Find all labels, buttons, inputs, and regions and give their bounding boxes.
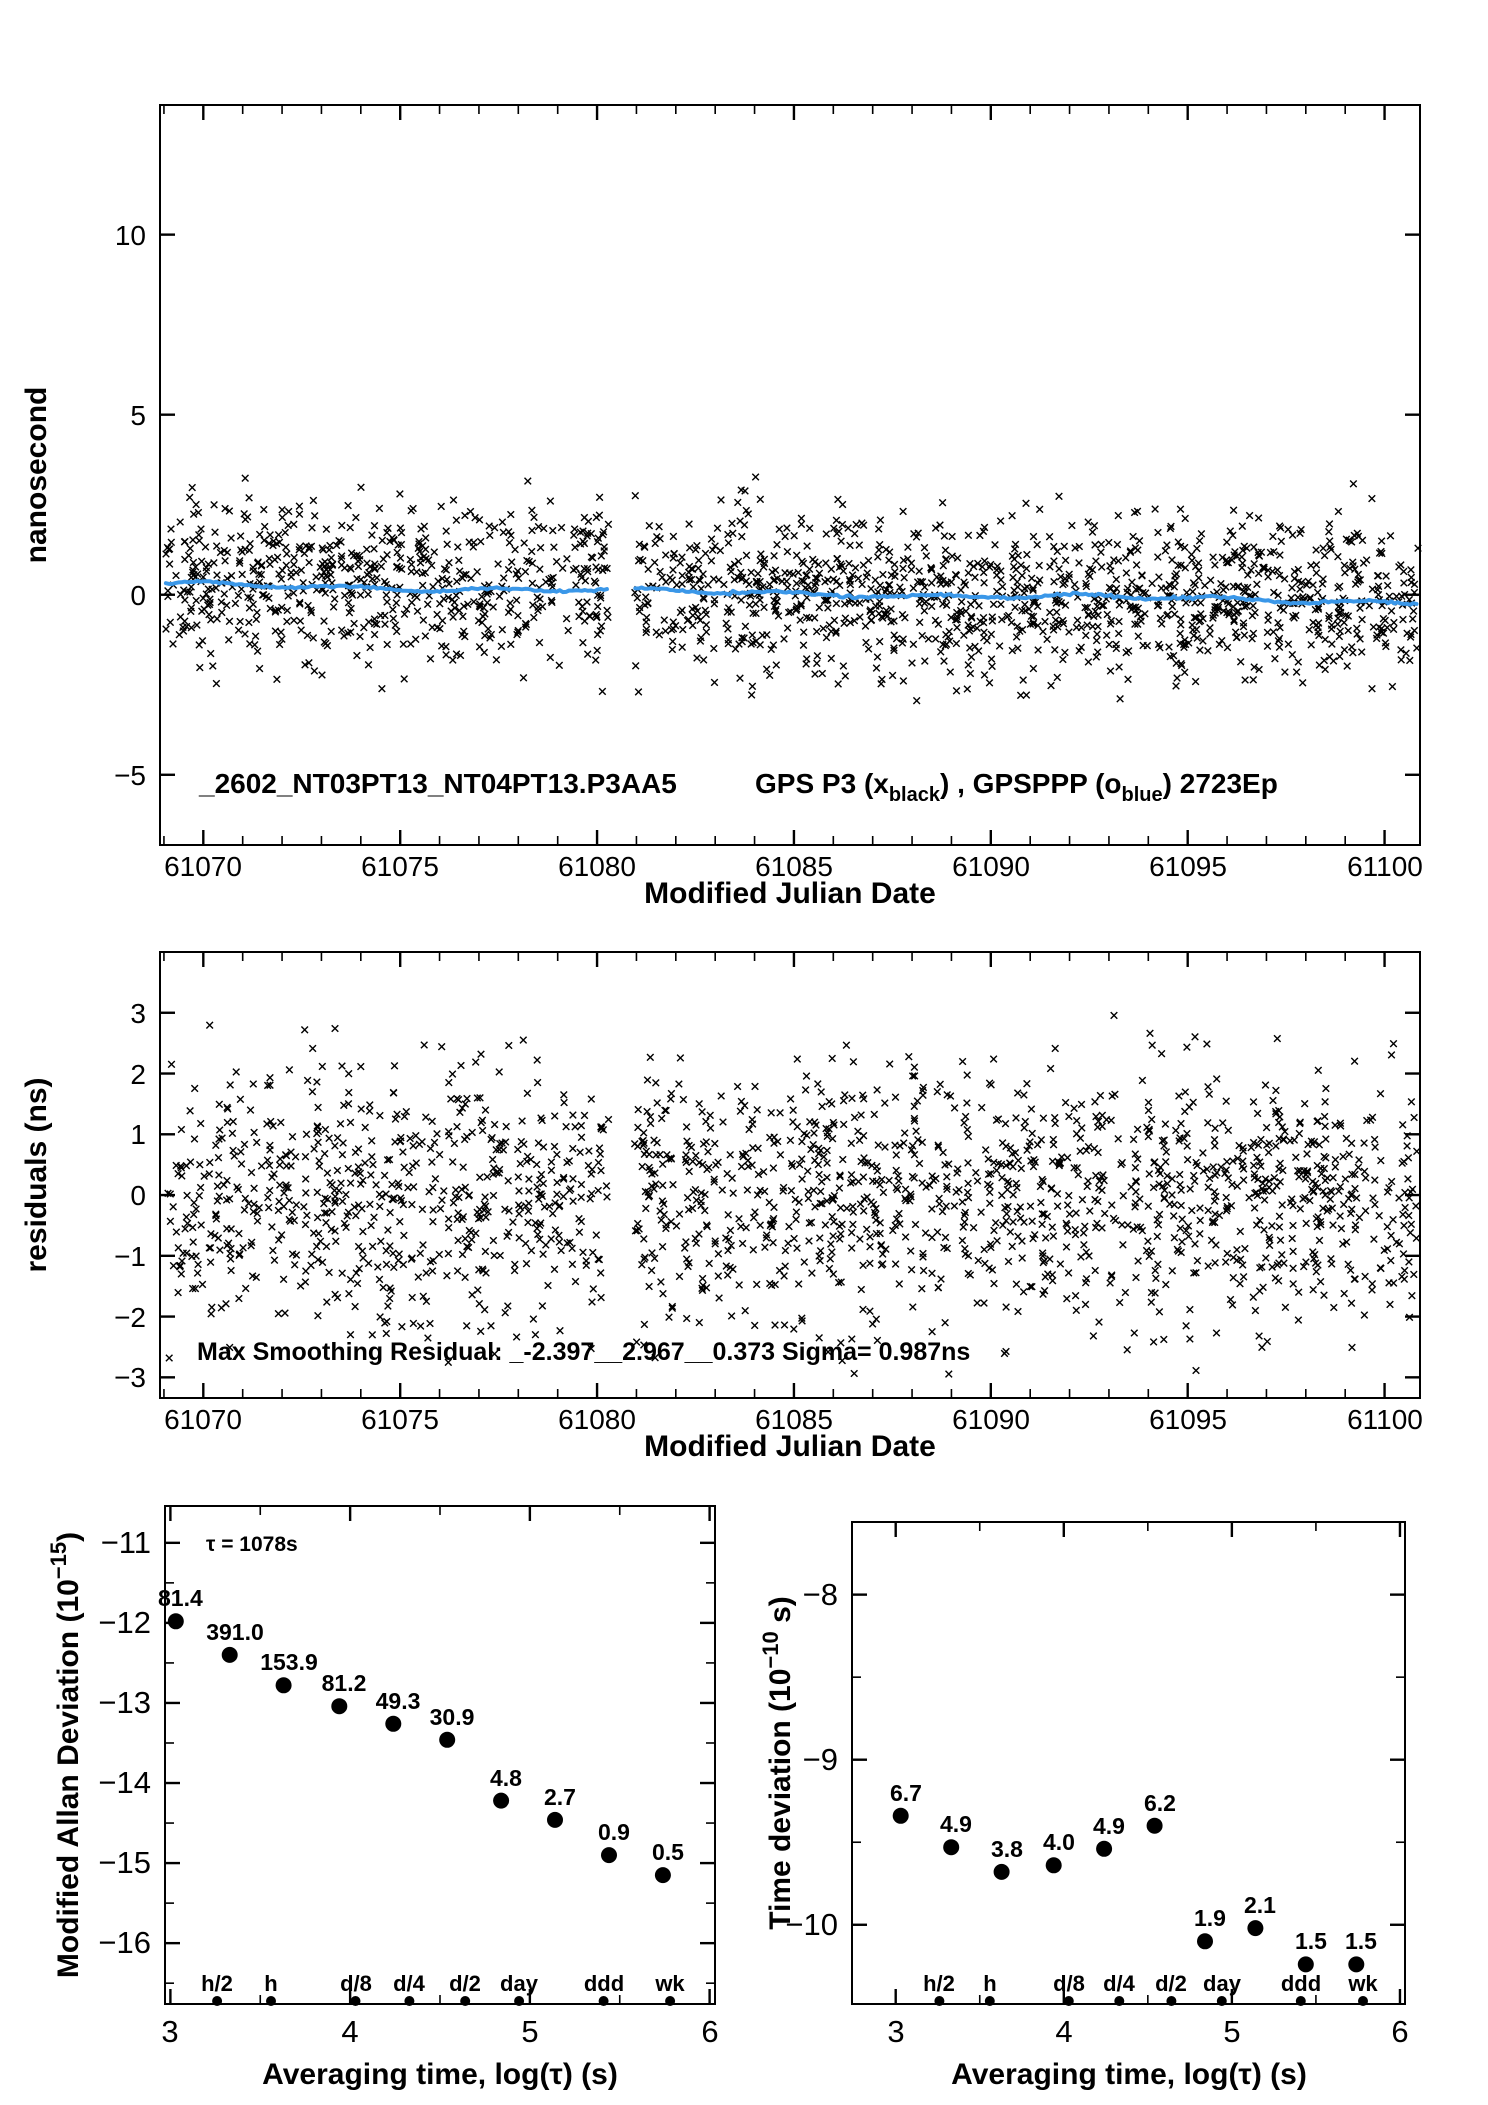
residuals-scatter-points	[165, 1012, 1420, 1377]
mdev-point-label: 391.0	[206, 1619, 264, 1645]
tau-marker-dot	[1064, 1996, 1074, 2006]
x-tick-label: 61080	[558, 1404, 636, 1435]
tdev-point	[1348, 1956, 1364, 1972]
x-tick-label: 61085	[755, 1404, 833, 1435]
tau-marker-label: ddd	[583, 1971, 625, 1996]
tau-note: τ = 1078s	[206, 1533, 298, 1556]
x-tick-label: 3	[887, 2014, 905, 2049]
x-tick-label: 61075	[361, 1404, 439, 1435]
tau-marker-label: d/2	[449, 1971, 481, 1996]
tau-marker-label: day	[1203, 1971, 1241, 1996]
y-tick-label: −15	[98, 1845, 151, 1880]
mdev-point-label: 153.9	[260, 1649, 318, 1675]
mdev-point	[385, 1716, 401, 1732]
tau-marker-dot	[404, 1996, 414, 2006]
mdev-point	[547, 1812, 563, 1828]
panel-phase	[20, 105, 1423, 910]
mdev-point-label: 0.5	[652, 1839, 684, 1865]
tau-marker-dot	[1358, 1996, 1368, 2006]
tau-marker-label: h/2	[923, 1971, 955, 1996]
tdev-point-label: 4.9	[940, 1811, 972, 1837]
tau-marker-dot	[351, 1996, 361, 2006]
y-tick-label: −13	[98, 1685, 151, 1720]
text-part: _2602_NT03PT13_NT04PT13.P3AA5	[199, 768, 677, 799]
tdev-point	[1197, 1933, 1213, 1949]
tau-marker-label: d/8	[340, 1971, 372, 1996]
x-tick-label: 61095	[1149, 851, 1227, 882]
mdev-point-label: 0.9	[598, 1819, 630, 1845]
text-part: GPS P3 (x	[755, 768, 889, 799]
mdev-frame	[165, 1506, 715, 2004]
x-tick-label: 61085	[755, 851, 833, 882]
y-tick-label: −5	[114, 760, 146, 791]
y-tick-label: −10	[785, 1907, 838, 1942]
tau-marker-label: d/8	[1053, 1971, 1085, 1996]
tdev-point-label: 4.9	[1093, 1813, 1125, 1839]
tau-marker-label: ddd	[1280, 1971, 1322, 1996]
mdev-point	[601, 1847, 617, 1863]
tdev-point-label: 2.1	[1244, 1892, 1276, 1918]
tdev-point	[1096, 1841, 1112, 1857]
mdev-point-label: 81.2	[321, 1670, 367, 1696]
text-part: blue	[1121, 784, 1163, 806]
mdev-point	[168, 1613, 184, 1629]
mdev-point-label: 49.3	[375, 1688, 421, 1714]
x-tick-label: 3	[161, 2014, 179, 2049]
tau-marker-dot	[934, 1996, 944, 2006]
phase-y-axis-title: nanosecond	[20, 386, 53, 564]
panel-residuals	[20, 952, 1423, 1463]
y-tick-label: −8	[802, 1577, 838, 1612]
panel-mdev	[46, 1506, 719, 2091]
x-tick-label: 6	[701, 2014, 719, 2049]
text-part: )	[52, 1531, 85, 1542]
x-tick-label: 61070	[164, 851, 242, 882]
text-part: −15	[46, 1541, 71, 1580]
x-tick-label: 61070	[164, 1404, 242, 1435]
y-tick-label: −3	[114, 1362, 146, 1393]
tdev-point-label: 1.9	[1194, 1905, 1226, 1931]
x-tick-label: 61100	[1347, 1404, 1423, 1435]
tdev-point	[1046, 1857, 1062, 1873]
x-tick-label: 4	[341, 2014, 359, 2049]
tdev-point-label: 3.8	[991, 1836, 1023, 1862]
phase-x-axis-title: Modified Julian Date	[644, 877, 936, 910]
tau-marker-dot	[460, 1996, 470, 2006]
tau-marker-label: wk	[1348, 1971, 1378, 1996]
tdev-point	[893, 1808, 909, 1824]
tau-marker-dot	[1114, 1996, 1124, 2006]
y-tick-label: −9	[802, 1742, 838, 1777]
tdev-point-label: 6.7	[890, 1780, 922, 1806]
x-tick-label: 5	[1223, 2014, 1241, 2049]
tau-marker-dot	[1217, 1996, 1227, 2006]
phase-frame	[160, 105, 1420, 845]
tau-marker-dot	[599, 1996, 609, 2006]
max-residual-annotation	[197, 1338, 970, 1366]
mdev-point-label: 81.4	[158, 1585, 203, 1611]
mdev-point-label: 30.9	[429, 1704, 475, 1730]
mdev-point	[331, 1698, 347, 1714]
tau-marker-label: d/4	[1103, 1971, 1135, 1996]
tdev-point	[1298, 1956, 1314, 1972]
y-tick-label: 2	[130, 1059, 146, 1090]
mdev-point-label: 2.7	[544, 1784, 576, 1810]
residuals-x-axis-title: Modified Julian Date	[644, 1430, 936, 1463]
text-part: s)	[764, 1596, 797, 1632]
tdev-point-label: 1.5	[1295, 1928, 1327, 1954]
x-tick-label: 4	[1055, 2014, 1073, 2049]
x-tick-label: 6	[1391, 2014, 1409, 2049]
y-tick-label: 0	[130, 1180, 146, 1211]
x-tick-label: 61090	[952, 1404, 1030, 1435]
tau-marker-label: h/2	[201, 1971, 233, 1996]
tdev-point	[1247, 1920, 1263, 1936]
y-tick-label: −14	[98, 1765, 151, 1800]
text-part: −10	[758, 1631, 783, 1669]
y-tick-label: −1	[114, 1241, 146, 1272]
x-tick-label: 61075	[361, 851, 439, 882]
text-part: ) , GPSPPP (o	[940, 768, 1122, 799]
mdev-point	[276, 1677, 292, 1693]
mdev-ticks	[165, 1506, 715, 2004]
y-tick-label: 0	[130, 580, 146, 611]
tau-marker-dot	[514, 1996, 524, 2006]
tau-marker-label: d/2	[1155, 1971, 1187, 1996]
tau-marker-label: wk	[655, 1971, 685, 1996]
text-part: black	[888, 784, 940, 806]
tdev-y-axis-title	[758, 1596, 797, 1930]
mdev-point	[493, 1793, 509, 1809]
tau-marker-dot	[1296, 1996, 1306, 2006]
x-tick-label: 61100	[1347, 851, 1423, 882]
file-id-annotation	[198, 768, 677, 799]
y-tick-label: −12	[98, 1605, 151, 1640]
tdev-point-label: 6.2	[1144, 1790, 1176, 1816]
tdev-point	[1147, 1818, 1163, 1834]
tdev-point	[943, 1839, 959, 1855]
y-tick-label: −16	[98, 1925, 151, 1960]
x-tick-label: 61095	[1149, 1404, 1227, 1435]
tau-marker-label: d/4	[393, 1971, 425, 1996]
mdev-x-axis-title: Averaging time, log(τ) (s)	[262, 2058, 618, 2091]
mdev-point	[222, 1647, 238, 1663]
mdev-point	[655, 1867, 671, 1883]
tau-marker-dot	[1166, 1996, 1176, 2006]
y-tick-label: 1	[130, 1119, 146, 1150]
y-tick-label: 5	[130, 400, 146, 431]
residuals-y-axis-title: residuals (ns)	[20, 1077, 53, 1273]
tau-marker-label: h	[264, 1971, 278, 1996]
text-part: Modified Allan Deviation (10	[52, 1579, 85, 1979]
tau-marker-dot	[665, 1996, 675, 2006]
tdev-point-label: 1.5	[1345, 1928, 1377, 1954]
text-part: Max Smoothing Residual: _-2.397__2.967__0.373 Sigma= 0.987ns	[197, 1338, 971, 1366]
tau-marker-dot	[985, 1996, 995, 2006]
mdev-point	[439, 1732, 455, 1748]
y-tick-label: 3	[130, 998, 146, 1029]
y-tick-label: 10	[114, 220, 146, 251]
y-tick-label: −2	[114, 1302, 146, 1333]
tau-marker-dot	[212, 1996, 222, 2006]
text-part: ) 2723Ep	[1162, 768, 1278, 799]
x-tick-label: 5	[521, 2014, 539, 2049]
tdev-x-axis-title: Averaging time, log(τ) (s)	[951, 2058, 1307, 2091]
text-part: Time deviation (10	[764, 1668, 797, 1930]
panel-tdev	[758, 1522, 1409, 2091]
tdev-point	[994, 1864, 1010, 1880]
tau-marker-label: h	[983, 1971, 997, 1996]
tdev-point-label: 4.0	[1043, 1829, 1075, 1855]
series-legend-annotation	[755, 768, 1278, 806]
y-tick-label: −11	[100, 1525, 151, 1560]
tau-marker-dot	[266, 1996, 276, 2006]
mdev-point-label: 4.8	[490, 1765, 522, 1791]
x-tick-label: 61090	[952, 851, 1030, 882]
x-tick-label: 61080	[558, 851, 636, 882]
mdev-y-axis-title	[46, 1532, 85, 1978]
phase-ticks	[160, 105, 1420, 845]
tau-marker-label: day	[500, 1971, 538, 1996]
